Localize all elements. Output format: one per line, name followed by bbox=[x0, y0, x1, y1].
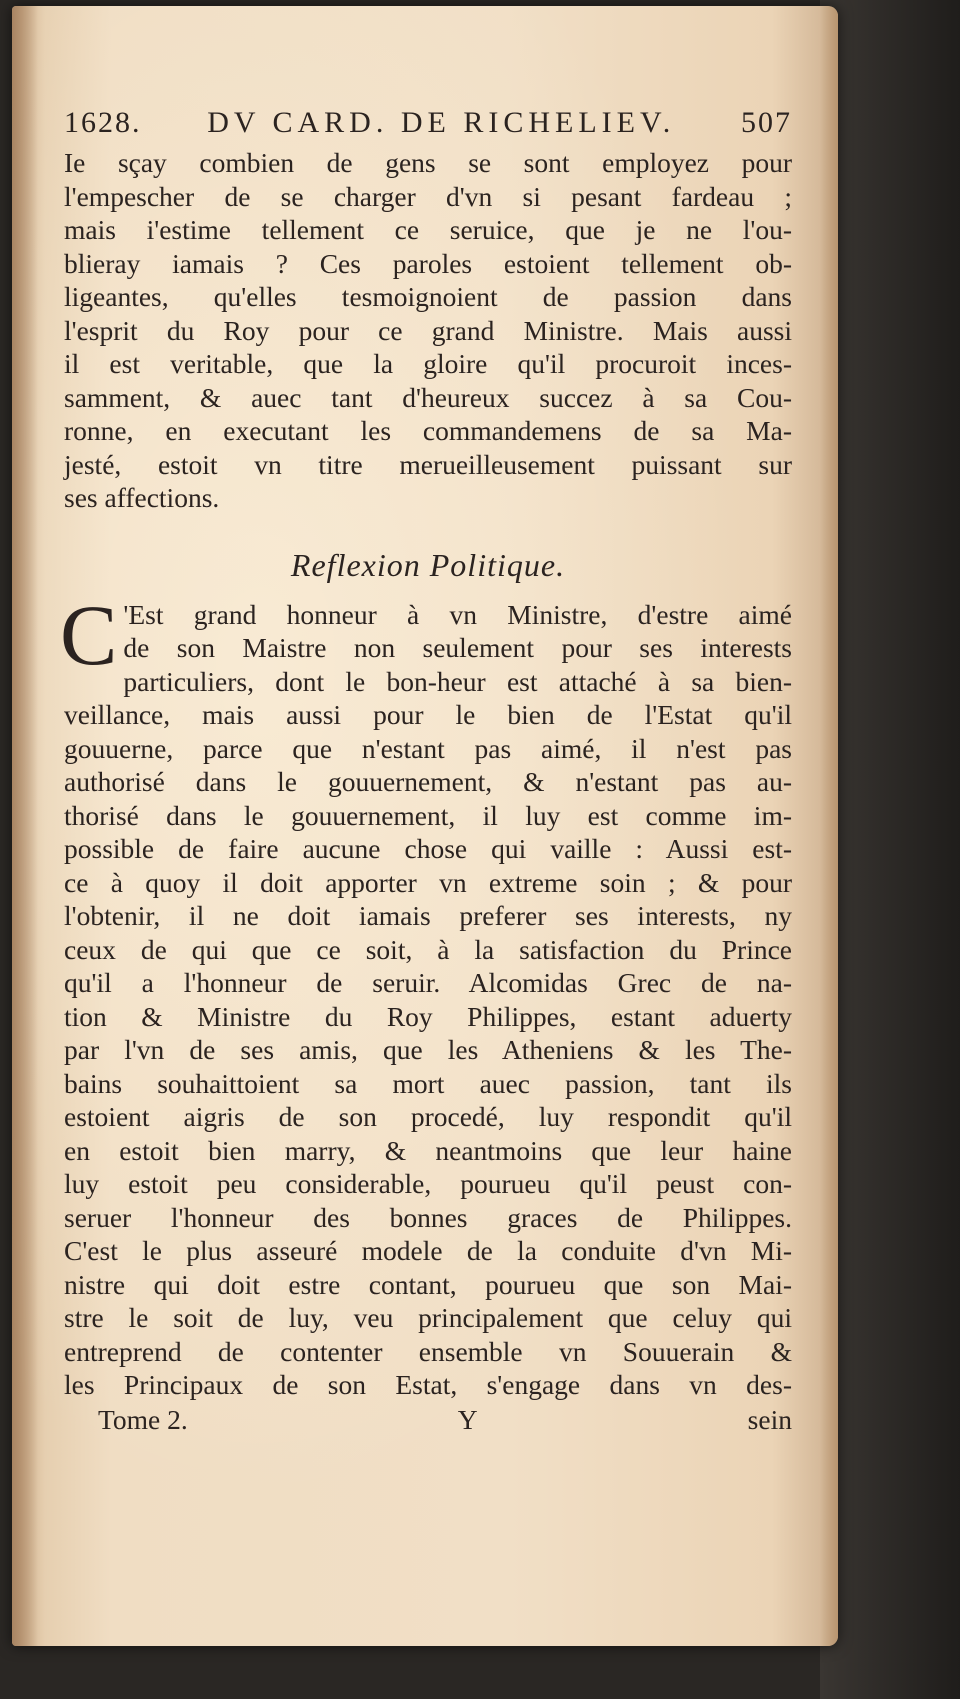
text-line: l'empescher de se charger d'vn si pesant fardeau ; bbox=[64, 180, 792, 212]
text-line: l'obtenir, il ne doit iamais preferer ses interests, ny bbox=[64, 900, 792, 931]
text-line: gouuerne, parce que n'estant pas aimé, il n'est pas bbox=[64, 732, 792, 764]
text-line: possible de faire aucune chose qui vaille : Aussi est- bbox=[64, 833, 792, 864]
page-text-block bbox=[60, 106, 792, 1436]
page-gutter-shadow bbox=[12, 6, 38, 1646]
text-line: particuliers, dont le bon-heur est attaché à sa bien- bbox=[123, 665, 792, 697]
text-line: tion & Ministre du Roy Philippes, estant aduerty bbox=[64, 1000, 792, 1032]
backdrop bbox=[820, 0, 960, 1699]
text-line: ligeantes, qu'elles tesmoignoient de passion dans bbox=[64, 281, 792, 312]
text-line: 'Est grand honneur à vn Ministre, d'estre aimé bbox=[123, 598, 792, 630]
page-fore-edge bbox=[820, 6, 838, 1646]
text-line: bains souhaittoient sa mort auec passion, tant ils bbox=[64, 1067, 792, 1099]
book-page bbox=[12, 6, 838, 1646]
text-line: thorisé dans le gouuernement, il luy est comme im- bbox=[64, 799, 792, 831]
drop-capital: C bbox=[60, 586, 118, 683]
text-line: mais i'estime tellement ce seruice, que je ne l'ou- bbox=[64, 214, 792, 245]
text-line: veillance, mais aussi pour le bien de l'Estat qu'il bbox=[64, 699, 792, 730]
page-footer bbox=[64, 1404, 792, 1436]
paragraph-2 bbox=[60, 586, 792, 1402]
text-line: en estoit bien marry, & neantmoins que leur haine bbox=[64, 1134, 792, 1166]
catchword: sein bbox=[747, 1403, 792, 1435]
text-line: nistre qui doit estre contant, pourueu que son Mai- bbox=[64, 1268, 792, 1300]
text-line: par l'vn de ses amis, que les Atheniens & les The- bbox=[64, 1034, 792, 1065]
text-line: samment, & auec tant d'heureux succez à sa Cou- bbox=[64, 381, 792, 413]
text-line: entreprend de contenter ensemble vn Souuerain & bbox=[64, 1335, 792, 1367]
text-line: de son Maistre non seulement pour ses interests bbox=[123, 632, 792, 663]
text-line: ce à quoy il doit apporter vn extreme soin ; & pour bbox=[64, 866, 792, 898]
text-line: ses affections. bbox=[64, 482, 220, 513]
text-line: luy estoit peu considerable, pourueu qu'il peust con- bbox=[64, 1168, 792, 1199]
text-line: blieray iamais ? Ces paroles estoient tellement ob- bbox=[64, 247, 792, 279]
paragraph-1 bbox=[64, 146, 792, 515]
text-line: jesté, estoit vn titre merueilleusement puissant sur bbox=[64, 448, 792, 480]
text-line: les Principaux de son Estat, s'engage dans vn des- bbox=[64, 1369, 792, 1400]
text-line: ronne, en executant les commandemens de sa Ma- bbox=[64, 415, 792, 446]
text-line: stre le soit de luy, veu principalement que celuy qui bbox=[64, 1302, 792, 1333]
text-line: ceux de qui que ce soit, à la satisfaction du Prince bbox=[64, 933, 792, 965]
volume-signature: Tome 2. bbox=[98, 1403, 188, 1435]
text-line: Ie sçay combien de gens se sont employez pour bbox=[64, 147, 792, 178]
page-number: 507 bbox=[740, 106, 792, 139]
running-title: DV CARD. DE RICHELIEV. bbox=[207, 106, 676, 139]
running-header bbox=[64, 106, 792, 140]
text-line: l'esprit du Roy pour ce grand Ministre. Mais aussi bbox=[64, 314, 792, 346]
text-line: il est veritable, que la gloire qu'il procuroit inces- bbox=[64, 348, 792, 379]
header-year: 1628. bbox=[64, 106, 142, 139]
text-line: estoient aigris de son procedé, luy respondit qu'il bbox=[64, 1101, 792, 1132]
section-title: Reflexion Politique. bbox=[290, 546, 566, 583]
text-line: authorisé dans le gouuernement, & n'estant pas au- bbox=[64, 766, 792, 797]
text-line: C'est le plus asseuré modele de la conduite d'vn Mi- bbox=[64, 1235, 792, 1266]
text-line: seruer l'honneur des bonnes graces de Philippes. bbox=[64, 1201, 792, 1233]
signature-mark: Y bbox=[457, 1403, 478, 1435]
text-line: qu'il a l'honneur de seruir. Alcomidas Grec de na- bbox=[64, 967, 792, 998]
